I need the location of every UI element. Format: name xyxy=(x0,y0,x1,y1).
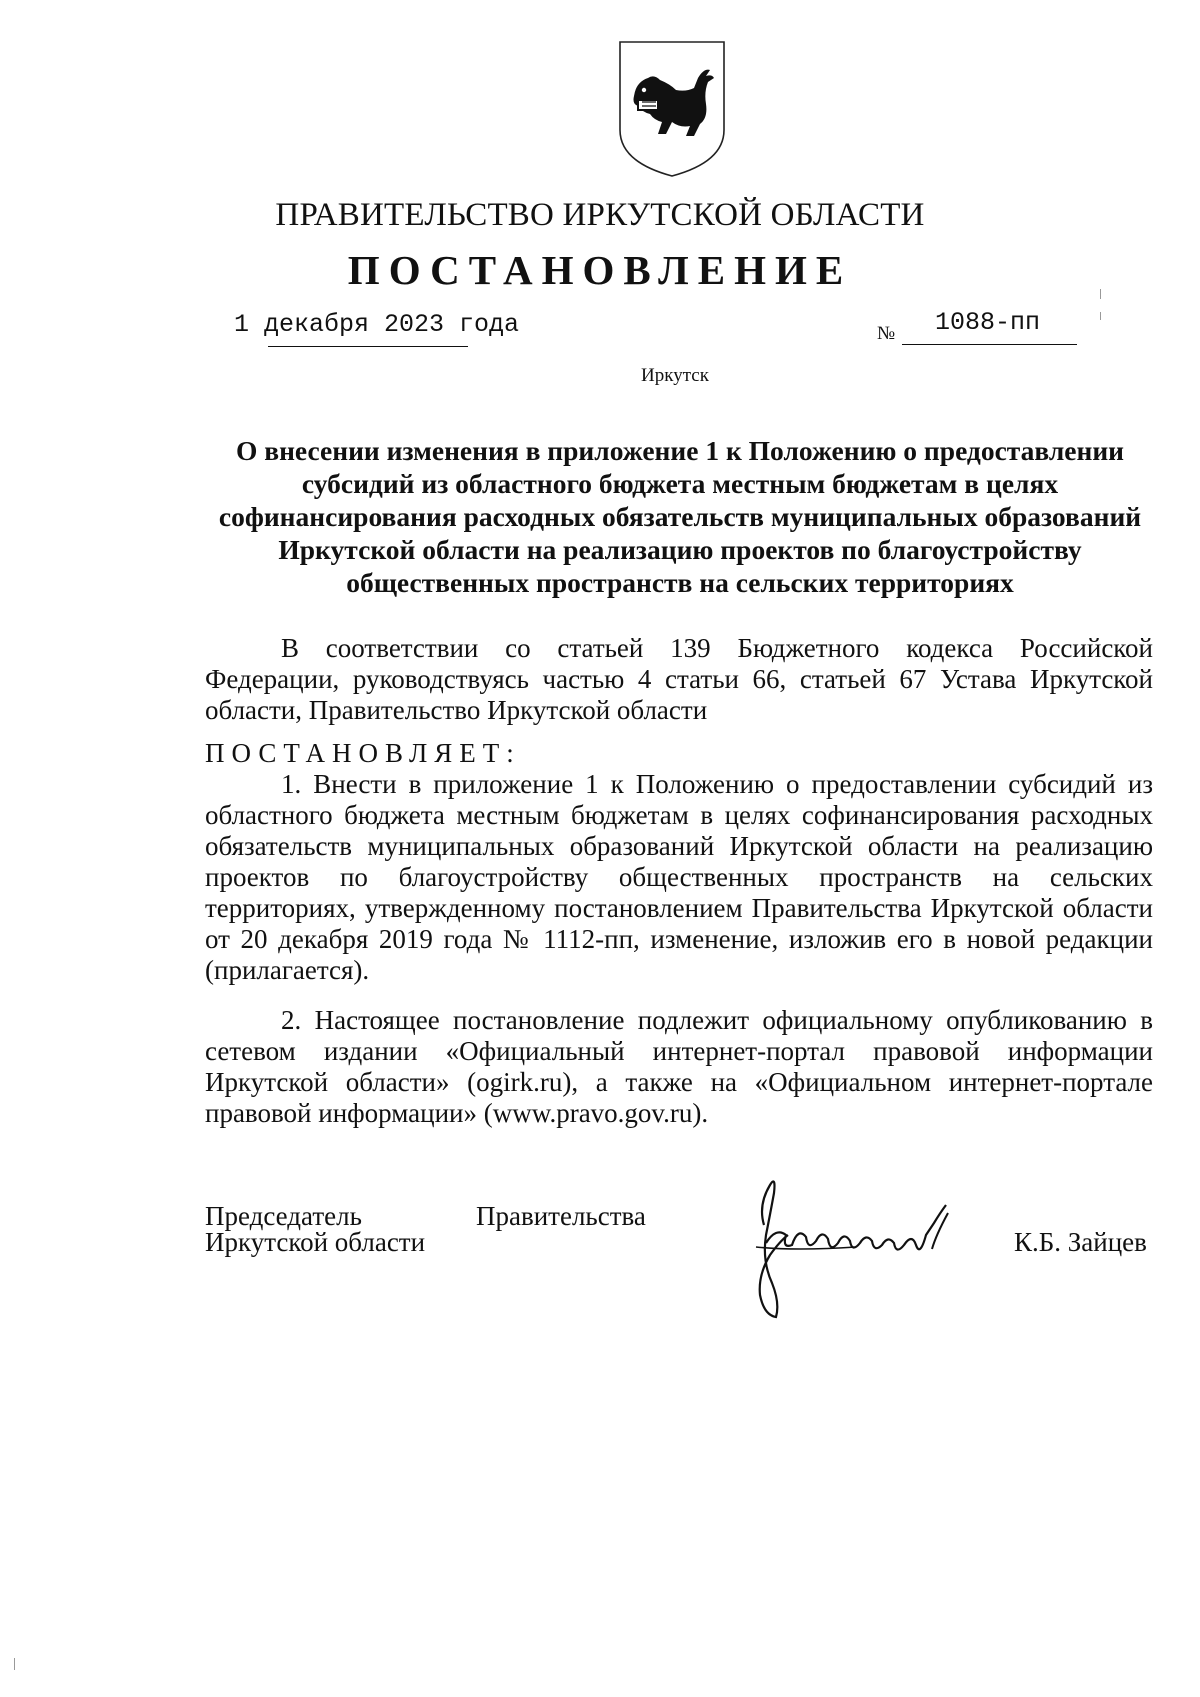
signatory-position-mid: Правительства xyxy=(476,1201,646,1231)
signatory-name: К.Б. Зайцев xyxy=(1014,1227,1147,1257)
scan-artifact xyxy=(1100,312,1101,320)
city-name: Иркутск xyxy=(641,365,709,386)
signatory-position-line1: Председатель xyxy=(205,1201,362,1231)
document-type: ПОСТАНОВЛЕНИЕ xyxy=(347,247,853,293)
number-underline xyxy=(902,344,1077,345)
signatory-position-line2: Иркутской области xyxy=(205,1227,426,1257)
item-1-paragraph: 1. Внести в приложение 1 к Положению о предоставлении субсидий из областного бюджета местным бюджетам в целях софинансирования расходных обязательств муниципальных образований Иркутской области на реализацию проектов по благоустройству общественных пространств на сельских территориях, утвержденному постановлением Правительства Иркутской области от 20 декабря 2019 года № 1112-пп, изменение, изложив его в новой редакции (прилагается). xyxy=(205,769,1153,985)
document-title: О внесении изменения в приложение 1 к Положению о предоставлении субсидий из областного бюджета местным бюджетам в целях софинансирования расходных обязательств муниципальных образований Иркутской области на реализацию проектов по благоустройству общественных пространств на сельских территориях xyxy=(218,435,1142,598)
decree-word: ПОСТАНОВЛЯЕТ: xyxy=(205,738,521,768)
authority-name: ПРАВИТЕЛЬСТВО ИРКУТСКОЙ ОБЛАСТИ xyxy=(275,197,925,233)
scan-artifact xyxy=(1100,289,1101,299)
document-date: 1 декабря 2023 года xyxy=(234,310,520,339)
document-number: 1088-пп xyxy=(935,308,1041,337)
item-2-paragraph: 2. Настоящее постановление подлежит официальному опубликованию в сетевом издании «Официальный интернет-портал правовой информации Иркутской области» (ogirk.ru), а также на «Официальном интернет-портале правовой информации» (www.pravo.gov.ru). xyxy=(205,1005,1153,1128)
coat-of-arms-emblem xyxy=(614,38,730,180)
scan-artifact xyxy=(14,1658,15,1670)
number-sign: № xyxy=(877,323,896,344)
handwritten-signature xyxy=(736,1165,996,1325)
date-underline xyxy=(268,346,468,347)
preamble-paragraph: В соответствии со статьей 139 Бюджетного кодекса Российской Федерации, руководствуясь частью 4 статьи 66, статьей 67 Устава Иркутской области, Правительство Иркутской области xyxy=(205,633,1153,725)
